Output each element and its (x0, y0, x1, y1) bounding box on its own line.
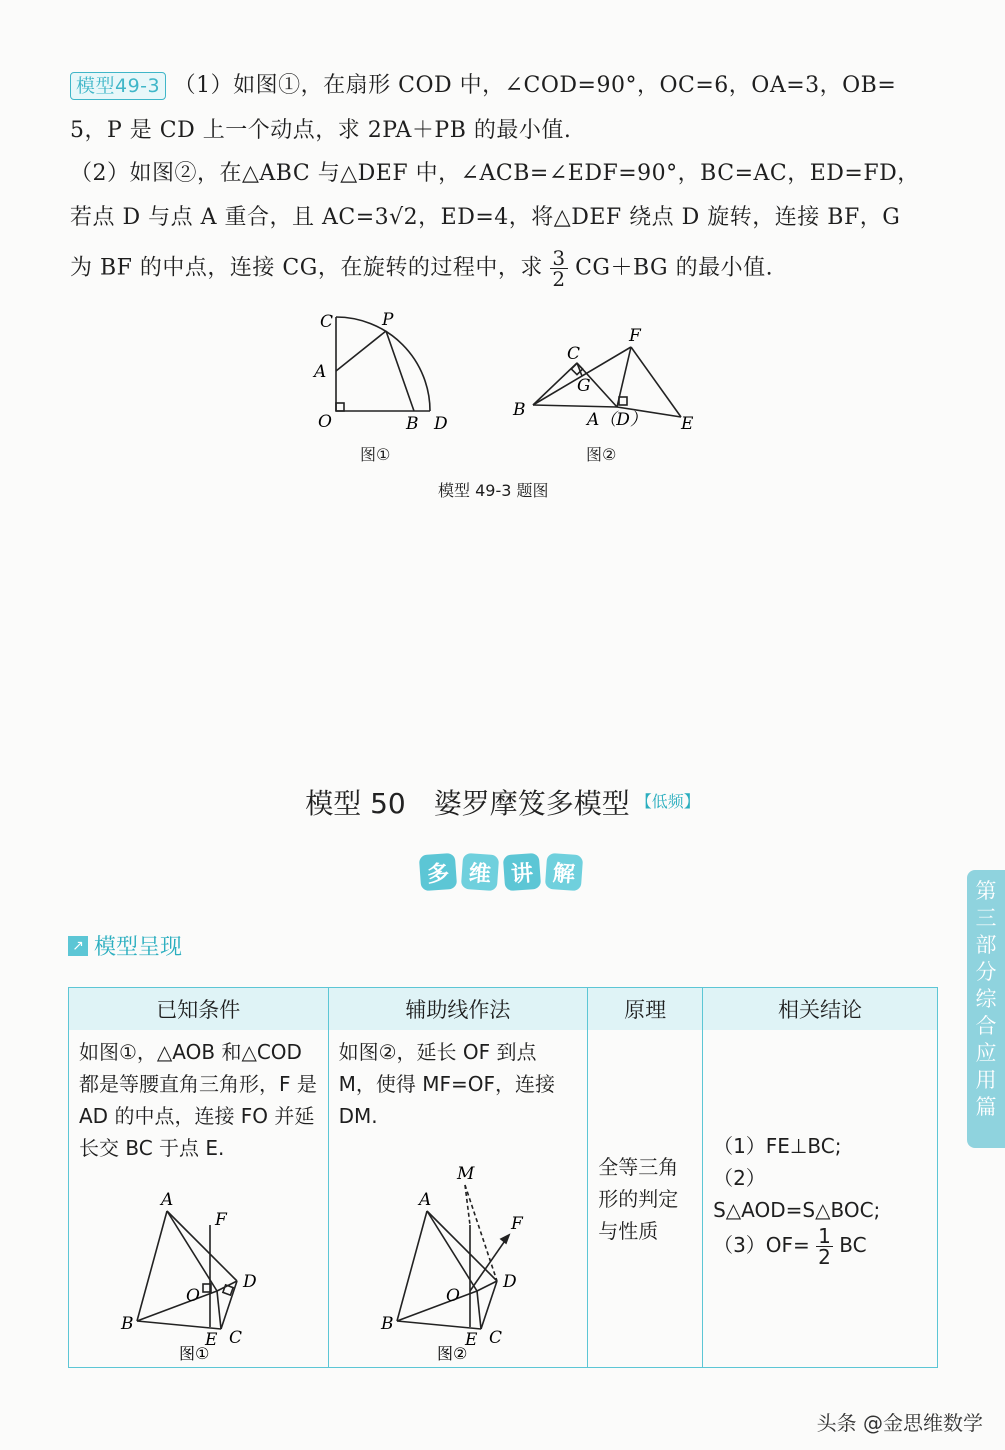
figure-2-caption: 图② (586, 445, 617, 464)
banner-multi-dimensional-explanation (413, 850, 589, 894)
conclusion-3-suffix: BC (839, 1233, 867, 1257)
point-label: M (456, 1164, 475, 1184)
point-label: E (464, 1330, 478, 1350)
point-label: D (243, 1272, 257, 1292)
arrow-icon: ↗ (68, 936, 88, 956)
point-label: G (577, 376, 591, 396)
known-text: 如图①，△AOB 和△COD 都是等腰直角三角形，F 是 AD 的中点，连接 FO 并延长交 BC 于点 E. (79, 1040, 317, 1160)
point-label: A (161, 1190, 174, 1210)
point-label: C (488, 1328, 502, 1348)
header-conclusion: 相关结论 (703, 988, 938, 1031)
point-label: C (229, 1328, 243, 1348)
problem-text-1: （1）如图①，在扇形 COD 中，∠COD=90°，OC=6，OA=3，OB= (173, 73, 897, 98)
aux-text: 如图②，延长 OF 到点 M，使得 MF=OF，连接 DM. (338, 1040, 555, 1128)
point-label: O (318, 412, 332, 432)
problem-line-2: 5，P 是 CD 上一个动点，求 2PA＋PB 的最小值. (70, 118, 572, 143)
problem-line-5 (70, 248, 773, 289)
table-header-row (69, 988, 938, 1031)
subhead (68, 930, 182, 961)
point-label: O (186, 1286, 200, 1306)
point-label: A (418, 1190, 431, 1210)
model-tag: 模型49-3 (70, 72, 166, 100)
point-label: B (406, 414, 419, 434)
frequency-badge: 【低频】 (635, 792, 700, 811)
table-figure-1-caption: 图① (179, 1344, 210, 1363)
point-label: D (434, 414, 448, 434)
point-label: D (502, 1272, 517, 1292)
point-label: F (510, 1214, 523, 1234)
problem-text-5a: 为 BF 的中点，连接 CG，在旋转的过程中，求 (70, 255, 543, 281)
fraction-three-halves (550, 248, 567, 289)
banner-char: 解 (545, 853, 583, 891)
fraction-numerator: 3 (552, 246, 566, 270)
conclusion-1: （1）FE⊥BC; (713, 1134, 842, 1158)
fraction-denominator: 2 (818, 1245, 831, 1269)
fraction-one-half (816, 1226, 833, 1267)
figure-caption: 模型 49-3 题图 (438, 481, 549, 500)
table-figure-2-caption: 图② (436, 1344, 467, 1363)
header-principle: 原理 (588, 988, 703, 1031)
point-label: C (320, 312, 334, 332)
banner-char: 多 (419, 853, 457, 891)
model-table (68, 987, 938, 1368)
fraction-denominator: 2 (552, 267, 566, 291)
point-label: O (445, 1286, 460, 1306)
banner-char: 维 (461, 853, 499, 891)
table-figure-1 (119, 1183, 279, 1363)
cell-conclusion (703, 1030, 938, 1368)
fraction-numerator: 1 (818, 1224, 831, 1248)
figure-1-caption: 图① (360, 445, 391, 464)
point-label: E (205, 1330, 218, 1350)
conclusion-3-prefix: （3）OF= (713, 1233, 810, 1257)
point-label: A (314, 362, 327, 382)
point-label: C (567, 344, 581, 364)
point-label: F (215, 1210, 227, 1230)
point-label: B (513, 400, 526, 420)
point-label: F (629, 326, 641, 346)
cell-known (69, 1030, 329, 1368)
header-known: 已知条件 (69, 988, 329, 1031)
figure-1-sector (300, 305, 460, 440)
subhead-text: 模型呈现 (94, 935, 183, 960)
watermark: 头条 @金思维数学 (816, 1411, 983, 1435)
point-label: A（D） (587, 410, 647, 430)
point-label: B (380, 1314, 394, 1334)
problem-line-3: （2）如图②，在△ABC 与△DEF 中，∠ACB=∠EDF=90°，BC=AC，ED=FD， (70, 161, 920, 186)
principle-text: 全等三角形的判定与性质 (598, 1154, 679, 1243)
section-title (0, 782, 1005, 822)
header-aux: 辅助线作法 (328, 988, 588, 1031)
cell-aux (328, 1030, 588, 1368)
point-label: P (382, 310, 394, 330)
conclusion-2: （2）S△AOD=S△BOC; (713, 1166, 881, 1222)
cell-principle (588, 1030, 703, 1368)
banner-char: 讲 (503, 853, 541, 891)
table-figure-2 (379, 1163, 549, 1363)
point-label: B (121, 1314, 134, 1334)
problem-text-5b: CG＋BG 的最小值. (575, 255, 774, 281)
figure-2-triangles (505, 325, 705, 440)
problem-line-1 (70, 68, 896, 100)
section-title-text: 模型 50 婆罗摩笈多模型 (305, 787, 630, 820)
side-tab-part-three: 第三部分 综合应用篇 (967, 870, 1005, 1148)
point-label: E (681, 414, 694, 434)
table-row (69, 1030, 938, 1368)
conclusion-3 (713, 1226, 927, 1267)
problem-line-4: 若点 D 与点 A 重合，且 AC=3√2，ED=4，将△DEF 绕点 D 旋转，连接 BF，G (70, 205, 901, 230)
